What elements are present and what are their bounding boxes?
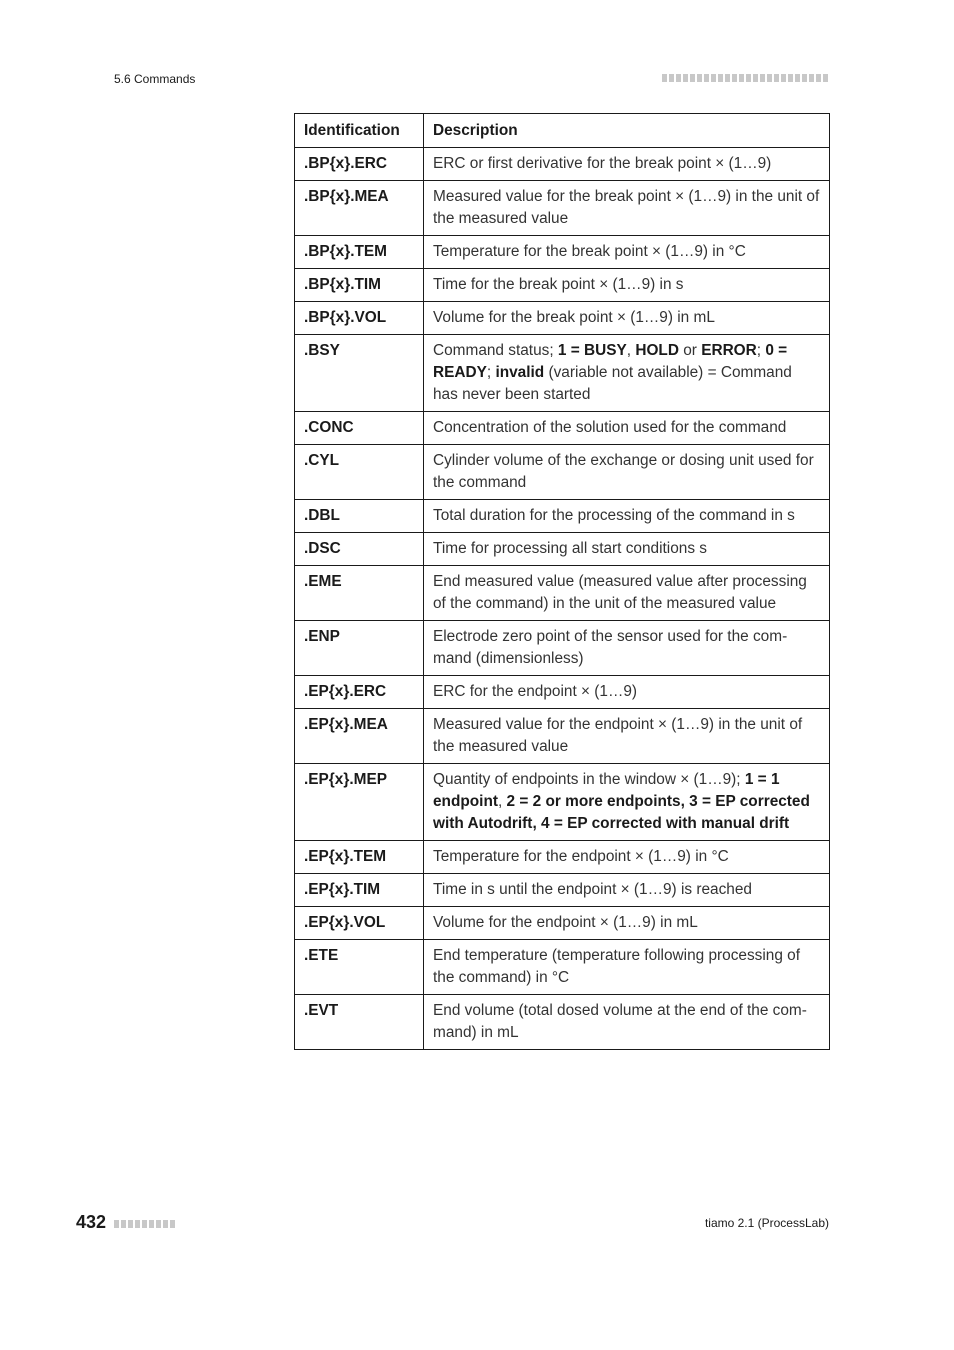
identification-cell: .BP{x}.TIM [295, 269, 424, 302]
description-text: , [497, 793, 507, 810]
description-cell: Measured value for the endpoint × (1…9) in the unit of the measured value [424, 709, 830, 764]
description-cell: Concentration of the solution used for the command [424, 412, 830, 445]
table-header-row [295, 114, 830, 148]
table-row [295, 621, 830, 676]
description-emphasis: invalid [495, 364, 545, 381]
description-cell: Measured value for the break point × (1…9) in the unit of the measured value [424, 181, 830, 236]
identification-cell: .DSC [295, 533, 424, 566]
description-cell: Time for processing all start conditions s [424, 533, 830, 566]
section-title: 5.6 Commands [114, 72, 196, 86]
table-row [295, 995, 830, 1050]
identification-cell: .BP{x}.TEM [295, 236, 424, 269]
command-variables-table [294, 113, 830, 1050]
description-cell: Time for the break point × (1…9) in s [424, 269, 830, 302]
table-row [295, 500, 830, 533]
description-cell: End volume (total dosed volume at the end of the command) in mL [424, 995, 830, 1050]
description-cell: End measured value (measured value after processing of the command) in the unit of the measured value [424, 566, 830, 621]
description-cell: End temperature (temperature following processing of the command) in °C [424, 940, 830, 995]
identification-cell: .EP{x}.MEA [295, 709, 424, 764]
table-row [295, 709, 830, 764]
identification-cell: .ENP [295, 621, 424, 676]
table-row [295, 412, 830, 445]
identification-cell: .EME [295, 566, 424, 621]
identification-cell: .CYL [295, 445, 424, 500]
description-cell: Temperature for the break point × (1…9) in °C [424, 236, 830, 269]
table-row [295, 302, 830, 335]
table-row [295, 676, 830, 709]
identification-cell: .EP{x}.VOL [295, 907, 424, 940]
description-cell: Total duration for the processing of the command in s [424, 500, 830, 533]
column-header-description: Description [424, 114, 830, 148]
description-text: Quantity of endpoints in the window × (1…9); [433, 771, 745, 788]
table-row [295, 335, 830, 412]
description-emphasis: HOLD [635, 342, 679, 359]
table-row [295, 907, 830, 940]
table-row [295, 181, 830, 236]
description-text: (variable not available) = Command has never been started [433, 364, 792, 403]
identification-cell: .BSY [295, 335, 424, 412]
table-row [295, 236, 830, 269]
description-emphasis: 0 = READY [433, 342, 788, 381]
description-cell: Cylinder volume of the exchange or dosing unit used for the command [424, 445, 830, 500]
description-emphasis: 1 = 1 endpoint [433, 771, 780, 810]
description-cell: Electrode zero point of the sensor used for the command (dimensionless) [424, 621, 830, 676]
description-text: , [626, 342, 636, 359]
description-cell: Time in s until the endpoint × (1…9) is reached [424, 874, 830, 907]
table-row [295, 566, 830, 621]
table-row [295, 874, 830, 907]
footer-decoration [114, 1220, 175, 1228]
identification-cell: .EP{x}.TEM [295, 841, 424, 874]
table-row [295, 148, 830, 181]
description-text: Command status; [433, 342, 558, 359]
description-cell: ERC or first derivative for the break point × (1…9) [424, 148, 830, 181]
description-cell: Volume for the endpoint × (1…9) in mL [424, 907, 830, 940]
identification-cell: .EP{x}.TIM [295, 874, 424, 907]
description-cell: Volume for the break point × (1…9) in mL [424, 302, 830, 335]
identification-cell: .DBL [295, 500, 424, 533]
description-cell [424, 335, 830, 412]
table-row [295, 841, 830, 874]
identification-cell: .BP{x}.ERC [295, 148, 424, 181]
description-text: ; [486, 364, 496, 381]
identification-cell: .EP{x}.ERC [295, 676, 424, 709]
identification-cell: .EP{x}.MEP [295, 764, 424, 841]
table-row [295, 269, 830, 302]
page-number: 432 [76, 1212, 107, 1232]
table-row [295, 940, 830, 995]
description-cell [424, 764, 830, 841]
description-text: ; [756, 342, 766, 359]
description-cell: Temperature for the endpoint × (1…9) in °C [424, 841, 830, 874]
description-cell: ERC for the endpoint × (1…9) [424, 676, 830, 709]
description-emphasis: 1 = BUSY [557, 342, 627, 359]
table-row [295, 445, 830, 500]
table-row [295, 533, 830, 566]
identification-cell: .ETE [295, 940, 424, 995]
description-emphasis: ERROR [701, 342, 757, 359]
table-row [295, 764, 830, 841]
identification-cell: .BP{x}.MEA [295, 181, 424, 236]
description-text: or [678, 342, 702, 359]
identification-cell: .BP{x}.VOL [295, 302, 424, 335]
identification-cell: .CONC [295, 412, 424, 445]
header-decoration [662, 74, 828, 82]
description-emphasis: 2 = 2 or more endpoints, 3 = EP corrected with Autodrift, 4 = EP corrected with manual drift [433, 793, 810, 832]
product-name: tiamo 2.1 (ProcessLab) [704, 1216, 829, 1230]
column-header-identification: Identification [295, 114, 424, 148]
identification-cell: .EVT [295, 995, 424, 1050]
